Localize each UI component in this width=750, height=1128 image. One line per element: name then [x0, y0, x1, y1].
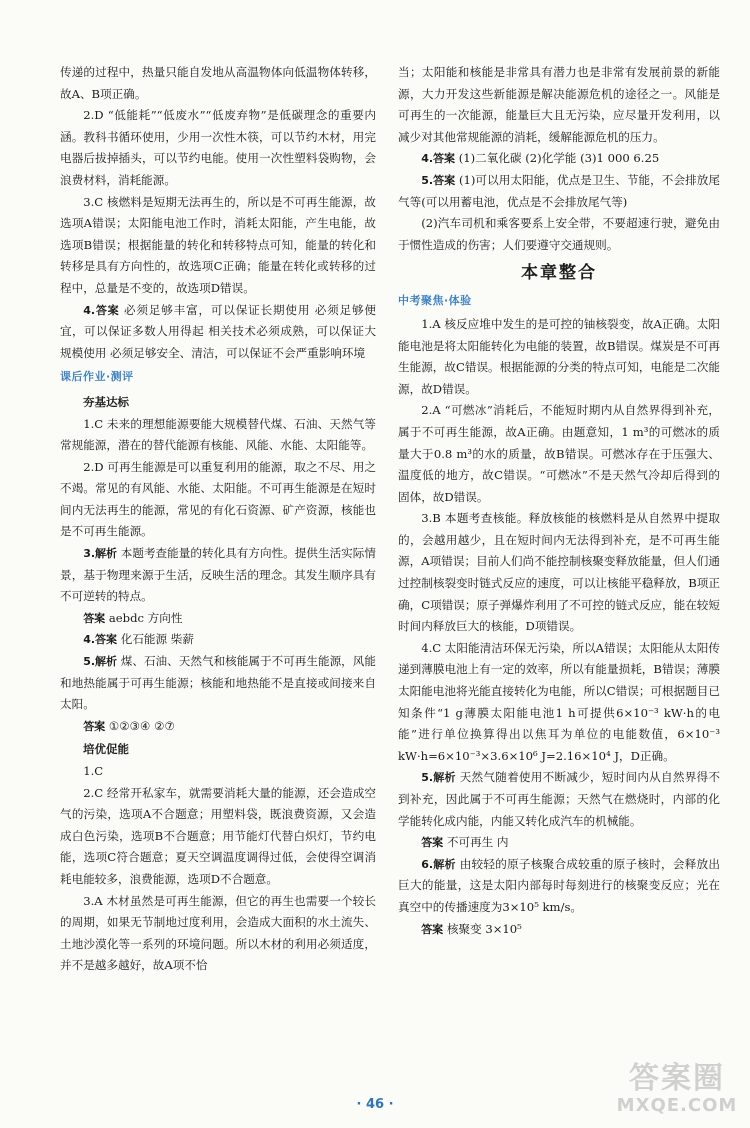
answer-text: 核聚变 3×10⁵ — [446, 921, 522, 936]
answer-paragraph: 2.D “低能耗”“低废水”“低废弃物”是低碳理念的重要内涵。教科书循环使用，少用一次性木筷，可以节约木材，用完电器后拔掉插头，可以节约电能。使用一次性塑料袋购物，会浪费材料，消耗能源。 — [60, 108, 376, 187]
answer-entry — [60, 543, 376, 608]
answer-text: 本题考查能量的转化具有方向性。提供生活实际情景，基于物理来源于生活，反映生活的理念。其发生顺序具有不可逆转的特点。 — [60, 546, 376, 604]
answer-text: 由较轻的原子核聚合成较重的原子核时，会释放出巨大的能量，这是太阳内部每时每刻进行的核聚变反应；光在真空中的传播速度为3×10⁵ km/s。 — [398, 856, 720, 914]
answer-entry — [60, 608, 376, 630]
page-number: · 46 · — [356, 1097, 394, 1112]
right-column — [398, 62, 720, 940]
answer-paragraph: 3.B 本题考查核能。释放核能的核燃料是从自然界中提取的，会越用越少，且在短时间内无法得到补充，是不可再生能源，A项错误；目前人们尚不能控制核聚变释放能量，但人们通过控制核裂变时链式反应的速度，可以让核能平稳释放，B项正确，C项错误；原子弹爆炸利用了不可控的链式反应，能在较短时间内释放巨大的核能，D项错误。 — [398, 511, 720, 634]
answer-entry — [398, 832, 720, 854]
answer-entry — [60, 300, 376, 365]
answer-text: (1)二氧化碳 (2)化学能 (3)1 000 6.25 — [458, 151, 660, 166]
answer-text: 化石能源 柴薪 — [120, 632, 194, 647]
answer-paragraph: 1.C — [83, 764, 104, 778]
answer-entry — [398, 170, 720, 213]
answer-text: 不可再生 内 — [446, 835, 509, 850]
answer-paragraph: 2.C 经常开私家车，就需要消耗大量的能源，还会造成空气的污染，选项A不合题意；用塑料袋，既浪费资源，又会造成白色污染，选项B不合题意；用节能灯代替白炽灯，节约电能，选项C符合题意；夏天空调温度调得过低，会使得空调消耗电能较多，浪费能源，选项D不合题意。 — [60, 785, 376, 886]
answer-label: 5.解析 — [421, 771, 456, 785]
answer-label: 答案 — [421, 922, 444, 936]
answer-paragraph: 传递的过程中，热量只能自发地从高温物体向低温物体转移，故A、B项正确。 — [60, 65, 376, 101]
chapter-title: 本章整合 — [521, 263, 597, 284]
answer-label: 4.答案 — [83, 303, 120, 317]
answer-paragraph: 2.A “可燃冰”消耗后，不能短时期内从自然界得到补充，属于不可再生能源，故A正确。由题意知，1 m³的可燃冰的质量大于0.8 m³的水的质量，故B错误。可燃冰存在于压强大、温度低的地方，故C错误。“可燃冰”不是天然气冷却后得到的固体，故D错误。 — [398, 403, 720, 504]
watermark-logo — [612, 1062, 742, 1122]
answer-paragraph: 4.C 太阳能清洁环保无污染，所以A错误；太阳能从太阳传递到薄膜电池上有一定的效率，所以有能量损耗，B错误；薄膜太阳能电池将光能直接转化为电能，所以C错误；可根据题目已知条件“1 g薄膜太阳能电池1 h可提供6×10⁻³ kW·h的电能”进行单位换算得出以焦耳为单位的电能数值，6×10⁻³ kW·h=6×10⁻³×3.6×10⁶ J=2.16×10⁴ J，D正确。 — [398, 640, 720, 763]
answer-entry — [60, 716, 376, 738]
answer-entry — [398, 919, 720, 941]
answer-entry — [398, 148, 720, 170]
section-banner: 课后作业·测评 — [60, 370, 134, 384]
answer-paragraph: 2.D 可再生能源是可以重复利用的能源，取之不尽、用之不竭。常见的有风能、水能、太阳能。不可再生能源是在短时间内无法再生的能源，常见的有化石资源、矿产资源，核能也是不可再生能源。 — [60, 459, 376, 539]
answer-text: ①②③④ ②⑦ — [108, 718, 175, 733]
watermark-top-text: 答案圈 — [629, 1061, 725, 1096]
answer-label: 答案 — [83, 719, 106, 733]
watermark-bottom-text: MXQE.COM — [616, 1095, 738, 1116]
answer-text: 必须足够丰富，可以保证长期使用 必须足够便宜，可以保证多数人用得起 相关技术必须成熟，可以保证大规模使用 必须足够安全、清洁，可以保证不会严重影响环境 — [60, 302, 377, 360]
answer-label: 5.答案 — [421, 173, 456, 187]
answer-entry — [60, 629, 376, 651]
answer-entry — [60, 651, 376, 716]
answer-label: 6.解析 — [421, 857, 456, 871]
answer-label: 3.解析 — [83, 547, 118, 561]
answer-text: 天然气随着使用不断减少，短时间内从自然界得不到补充，因此属于不可再生能源；天然气在燃烧时，内部的化学能转化成内能，内能又转化成汽车的机械能。 — [398, 770, 720, 828]
subsection-heading: 培优促能 — [83, 742, 129, 757]
left-column — [60, 62, 376, 977]
answer-paragraph: 1.C 未来的理想能源要能大规模替代煤、石油、天然气等常规能源，潜在的替代能源有核能、风能、水能、太阳能等。 — [60, 416, 376, 453]
answer-paragraph: 1.A 核反应堆中发生的是可控的铀核裂变，故A正确。太阳能电池是将太阳能转化为电能的装置，故B错误。煤炭是不可再生能源，故C错误。根据能源的分类的特点可知，电能是二次能源，故D错误。 — [398, 316, 720, 396]
answer-text: (1)可以用太阳能，优点是卫生、节能，不会排放尾气等(可以用蓄电池，优点是不会排放尾气等) — [398, 172, 720, 209]
answer-paragraph: 3.A 木材虽然是可再生能源，但它的再生也需要一个较长的周期，如果无节制地过度利用，会造成大面积的水土流失、土地沙漠化等一系列的环境问题。所以木材的利用必须适度，并不是越多越好，故A项不恰 — [60, 893, 376, 973]
answer-label: 答案 — [421, 836, 444, 850]
answer-paragraph: (2)汽车司机和乘客要系上安全带，不要超速行驶，避免由于惯性造成的伤害；人们要遵守交通规则。 — [398, 216, 720, 252]
answer-text: aebdc 方向性 — [108, 610, 183, 625]
answer-entry — [398, 767, 720, 832]
answer-paragraph: 当；太阳能和核能是非常具有潜力也是非常有发展前景的新能源，大力开发这些新能源是解决能源危机的途径之一。风能是可再生的一次能源，能量巨大且无污染，应尽量开发利用，以减少对其他常规能源的消耗，缓解能源危机的压力。 — [398, 65, 720, 144]
answer-label: 5.解析 — [83, 655, 118, 669]
answer-text: 煤、石油、天然气和核能属于不可再生能源，风能和地热能属于可再生能源；核能和地热能不是直接或间接来自太阳。 — [60, 654, 376, 712]
answer-entry — [398, 854, 720, 919]
answer-label: 4.答案 — [83, 633, 118, 647]
answer-paragraph: 3.C 核燃料是短期无法再生的，所以是不可再生能源，故选项A错误；太阳能电池工作时，消耗太阳能，产生电能，故选项B错误；根据能量的转化和转移特点可知，能量的转化和转移是具有方向性的，故选项C正确；能量在转化或转移的过程中，总量是不变的，故选项D错误。 — [60, 194, 376, 295]
section-banner: 中考聚焦·体验 — [398, 294, 472, 308]
answer-label: 4.答案 — [421, 152, 456, 166]
subsection-heading: 夯基达标 — [83, 394, 129, 409]
answer-label: 答案 — [83, 611, 106, 625]
